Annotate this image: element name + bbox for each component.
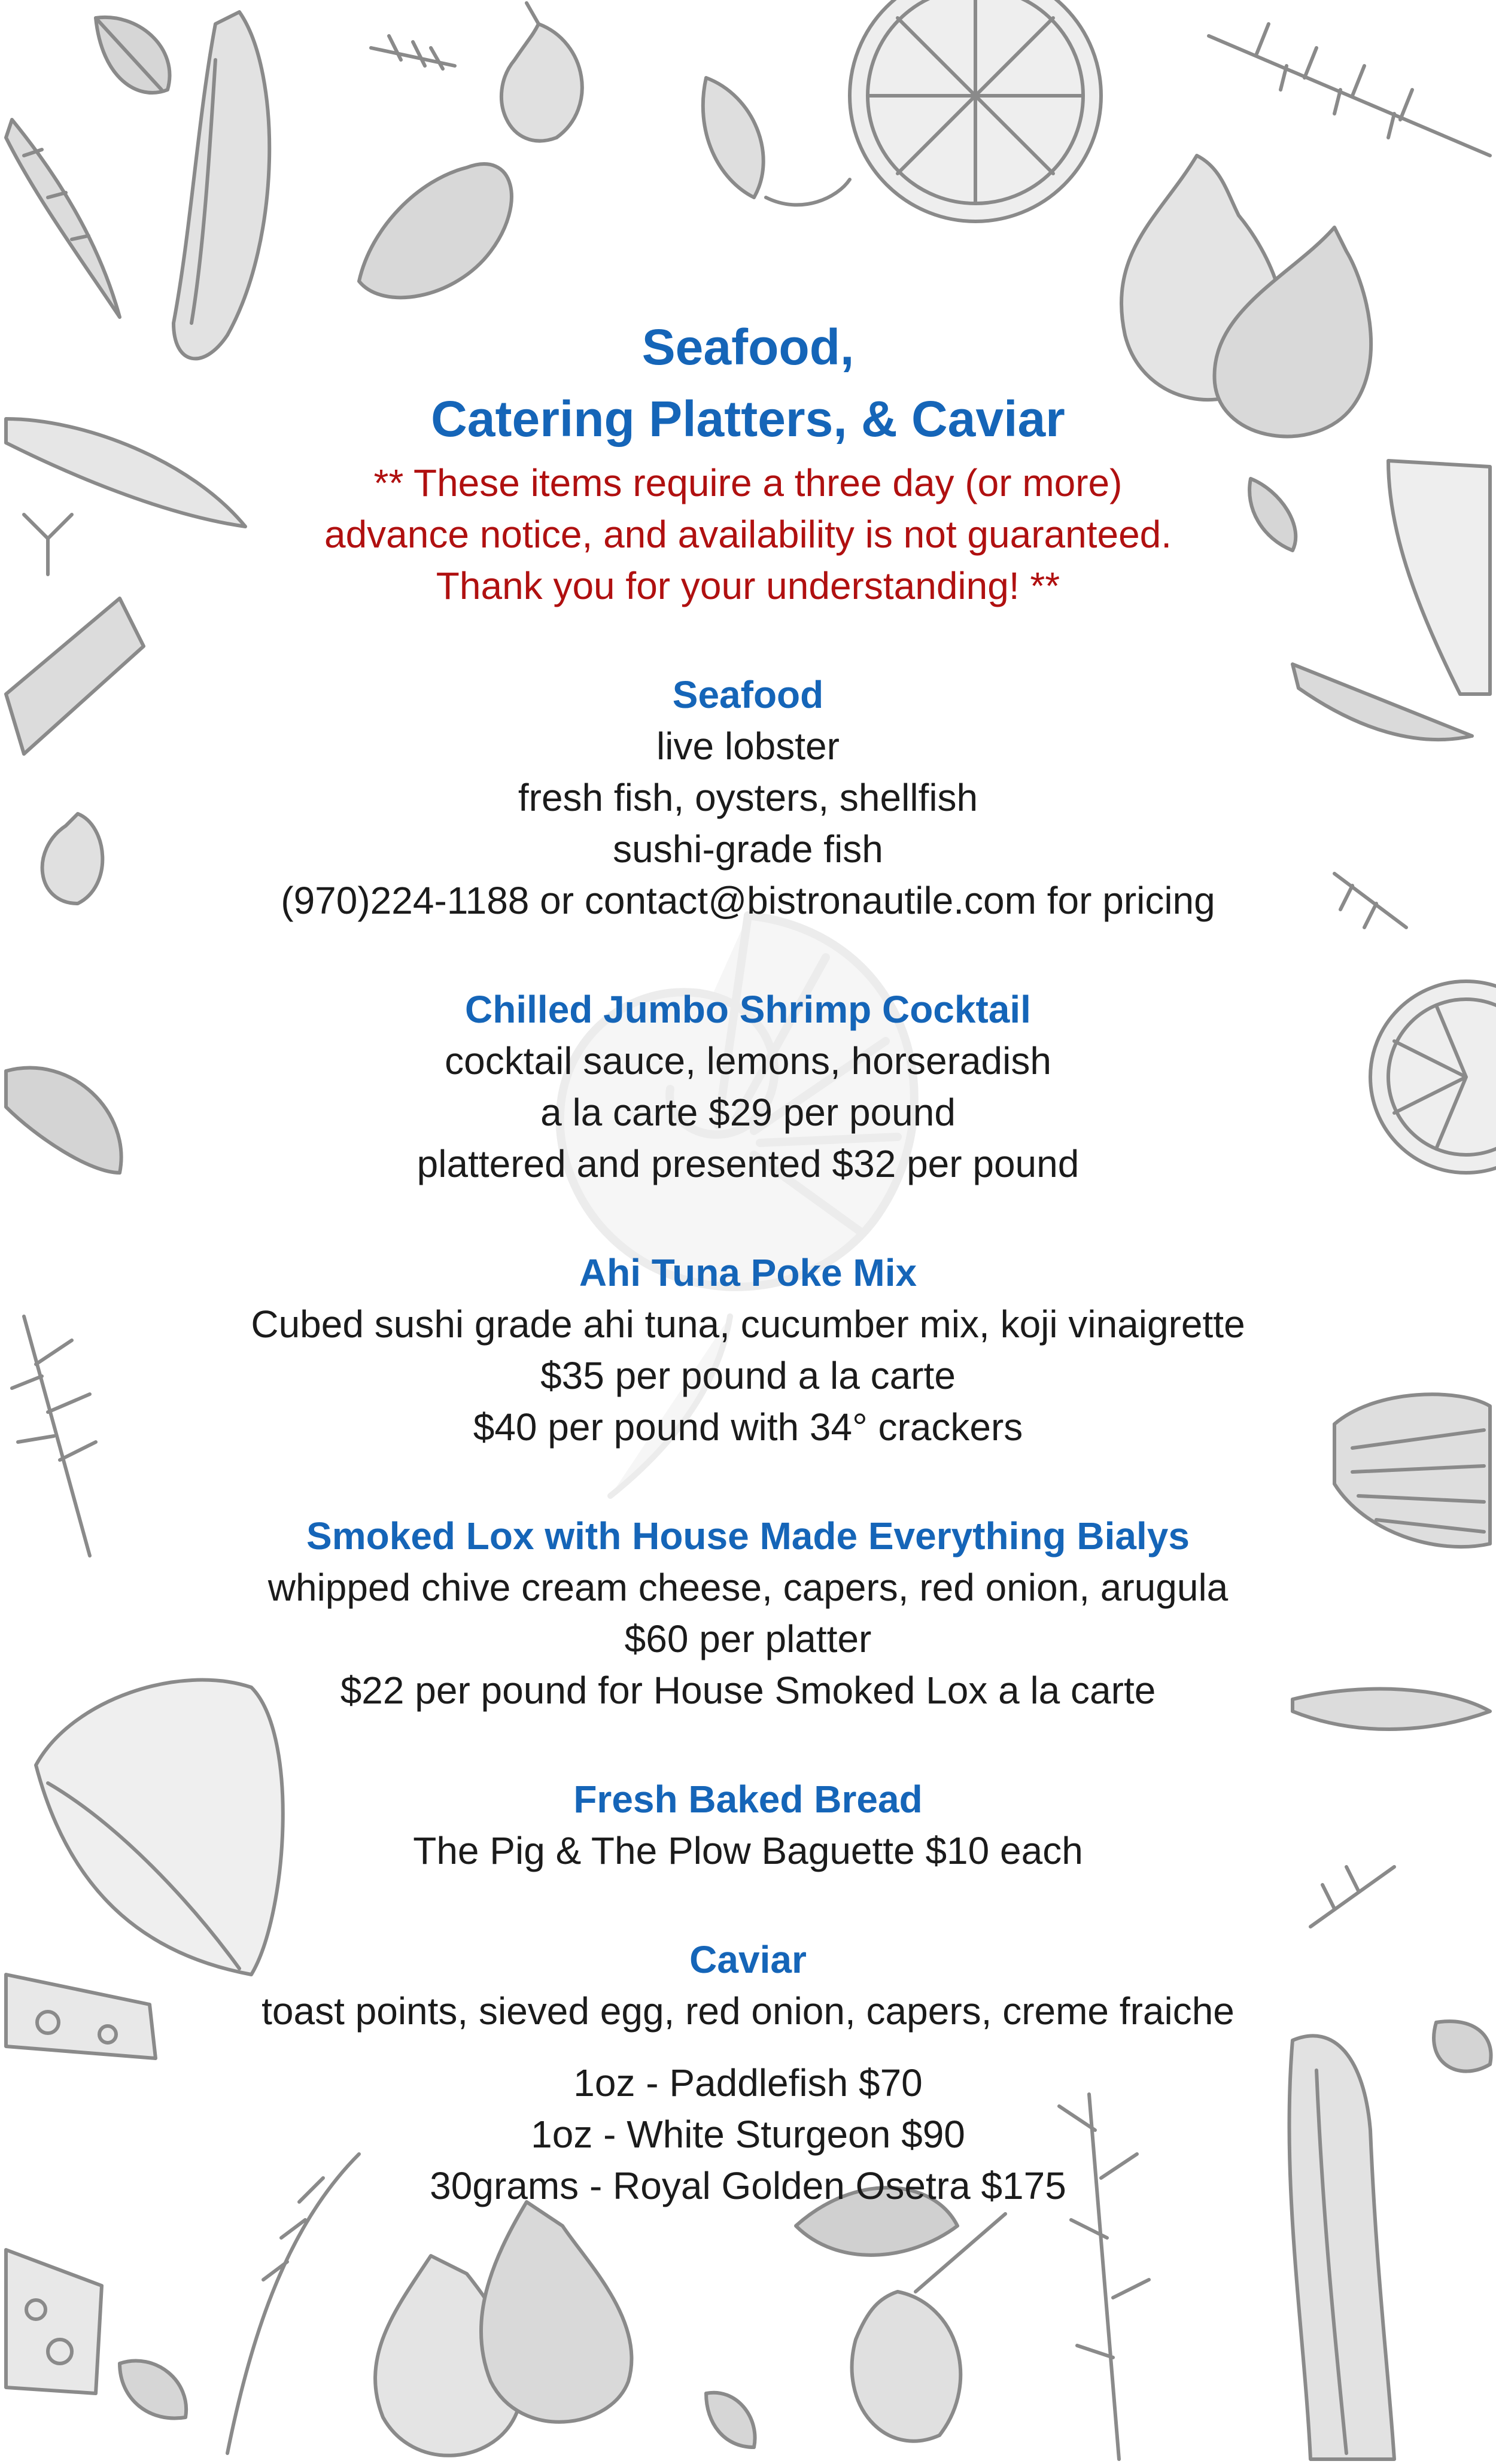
section-ahi-tuna-poke: [180, 1247, 1316, 1453]
section-title: Caviar: [689, 1938, 807, 1981]
section-title: Fresh Baked Bread: [573, 1778, 923, 1821]
leaf-icon: [706, 2393, 755, 2447]
herb-sprig-icon: [1310, 1867, 1394, 1927]
menu-line: live lobster: [656, 725, 840, 768]
herb-sprig-icon: [24, 515, 72, 574]
contact-line: (970)224-1188 or contact@bistronautile.com for pricing: [281, 879, 1215, 922]
section-fresh-bread: [180, 1774, 1316, 1876]
garlic-icon: [6, 1068, 121, 1173]
herb-sprig-icon: [12, 1316, 96, 1556]
garlic-icon: [1434, 2021, 1491, 2071]
section-title: Ahi Tuna Poke Mix: [579, 1251, 917, 1294]
celery-icon: [6, 598, 144, 754]
carrot-icon: [6, 120, 120, 317]
section-shrimp-cocktail: [180, 984, 1316, 1190]
menu-line: sushi-grade fish: [613, 828, 883, 871]
herb-sprig-icon: [1334, 874, 1406, 927]
leaf-icon: [96, 17, 169, 93]
price-line: $22 per pound for House Smoked Lox a la carte: [340, 1669, 1156, 1712]
onion-icon: [501, 3, 582, 141]
zucchini-icon: [174, 12, 269, 358]
onion-icon: [42, 814, 103, 904]
price-line: $35 per pound a la carte: [540, 1354, 956, 1397]
herb-sprig-icon: [1209, 24, 1490, 156]
leaf-icon: [703, 78, 850, 205]
advance-notice-line: advance notice, and availability is not guaranteed.: [324, 513, 1172, 556]
menu-line: fresh fish, oysters, shellfish: [518, 776, 978, 819]
price-line: The Pig & The Plow Baguette $10 each: [413, 1829, 1083, 1872]
page-title-line2: Catering Platters, & Caviar: [431, 391, 1065, 447]
page-title-line1: Seafood,: [641, 319, 855, 375]
section-title: Chilled Jumbo Shrimp Cocktail: [465, 988, 1031, 1031]
herb-sprig-icon: [371, 36, 455, 69]
section-seafood: [180, 669, 1316, 926]
price-line: 30grams - Royal Golden Osetra $175: [430, 2164, 1066, 2207]
price-line: plattered and presented $32 per pound: [416, 1142, 1080, 1185]
price-line: 1oz - Paddlefish $70: [573, 2061, 923, 2104]
menu-content: [180, 311, 1316, 2211]
advance-notice-line: Thank you for your understanding! **: [436, 564, 1060, 607]
section-title: Smoked Lox with House Made Everything Bialys: [306, 1514, 1190, 1558]
apple-slice-icon: [1388, 461, 1490, 694]
cheese-icon: [6, 2250, 102, 2393]
price-line: a la carte $29 per pound: [540, 1091, 956, 1134]
menu-line: Cubed sushi grade ahi tuna, cucumber mix, koji vinaigrette: [251, 1303, 1245, 1346]
menu-line: toast points, sieved egg, red onion, capers, creme fraiche: [262, 1990, 1234, 2033]
advance-notice: [180, 457, 1316, 612]
price-line: 1oz - White Sturgeon $90: [531, 2113, 965, 2156]
lemon-icon: [1370, 981, 1496, 1173]
section-smoked-lox: [180, 1510, 1316, 1716]
garlic-icon: [359, 164, 512, 297]
caviar-price-list: [180, 2057, 1316, 2211]
menu-line: cocktail sauce, lemons, horseradish: [445, 1039, 1051, 1082]
price-line: $40 per pound with 34° crackers: [473, 1406, 1023, 1449]
corn-icon: [1334, 1394, 1490, 1547]
section-title: Seafood: [672, 673, 824, 716]
leaf-icon: [1293, 1689, 1490, 1729]
advance-notice-line: ** These items require a three day (or more): [373, 461, 1123, 504]
pear-icon: [375, 2202, 631, 2456]
cheese-icon: [6, 1975, 156, 2058]
section-caviar: [180, 1934, 1316, 2211]
price-line: $60 per platter: [624, 1617, 872, 1660]
lemon-icon: [850, 0, 1101, 221]
menu-line: whipped chive cream cheese, capers, red onion, arugula: [267, 1566, 1229, 1609]
leaf-icon: [120, 2361, 186, 2419]
carrot-icon: [1293, 664, 1472, 740]
